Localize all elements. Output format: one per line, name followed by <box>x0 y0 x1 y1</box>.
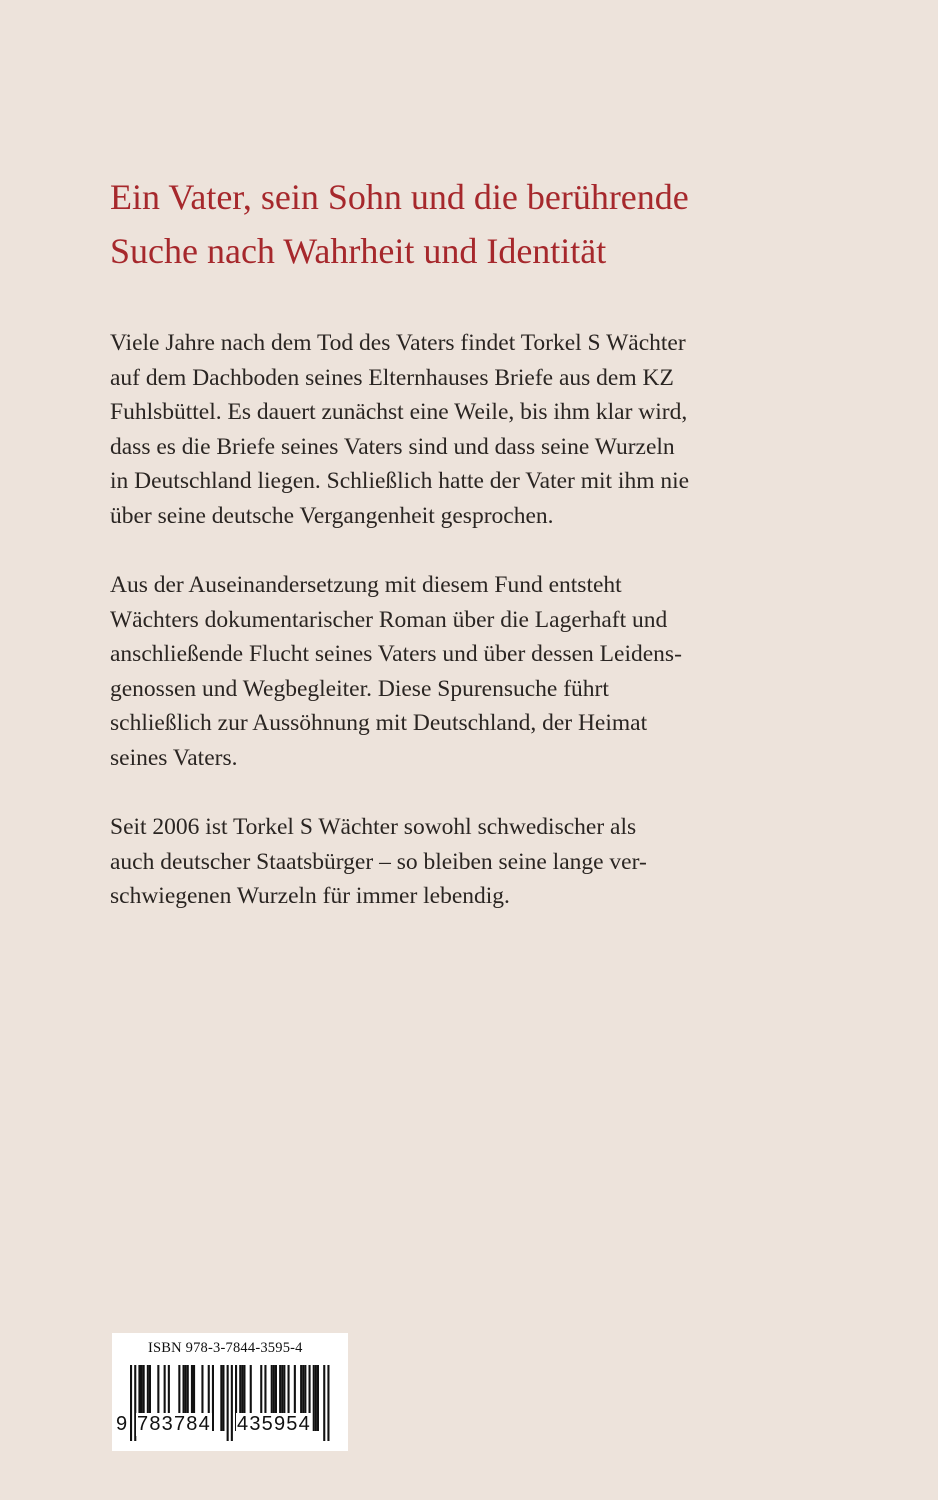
barcode-bar <box>212 1365 214 1431</box>
text-line: anschließende Flucht seines Vaters und über dessen Leidens- <box>110 641 682 667</box>
blurb-paragraph-3 <box>110 810 850 914</box>
barcode-digit-first: 9 <box>116 1413 129 1435</box>
barcode-bar <box>313 1365 315 1431</box>
text-line: Viele Jahre nach dem Tod des Vaters findet Torkel S Wächter <box>110 330 686 356</box>
text-line: über seine deutsche Vergangenheit gesprochen. <box>110 502 554 529</box>
isbn-barcode <box>112 1333 348 1451</box>
barcode-bar <box>222 1365 224 1431</box>
barcode-bar <box>227 1365 229 1441</box>
blurb-paragraph-1 <box>110 326 850 533</box>
headline-line: Ein Vater, sein Sohn und die berührende <box>110 177 689 217</box>
blurb-text <box>110 326 850 949</box>
text-line: auf dem Dachboden seines Elternhauses Briefe aus dem KZ <box>110 364 674 391</box>
text-line: Aus der Auseinandersetzung mit diesem Fund entsteht <box>110 572 622 598</box>
text-line: Seit 2006 ist Torkel S Wächter sowohl schwedischer als <box>110 814 637 840</box>
barcode-bar <box>327 1365 329 1441</box>
text-line: schwiegenen Wurzeln für immer lebendig. <box>110 883 510 909</box>
barcode-bar <box>220 1365 222 1431</box>
headline-line: Suche nach Wahrheit und Identität <box>110 231 607 271</box>
text-line: Fuhlsbüttel. Es dauert zunächst eine Weile, bis ihm klar wird, <box>110 399 688 425</box>
headline <box>110 170 870 278</box>
text-line: auch deutscher Staatsbürger – so bleiben seine lange ver- <box>110 848 647 875</box>
text-line: schließlich zur Aussöhnung mit Deutschland, der Heimat <box>110 710 648 736</box>
barcode-bar <box>130 1365 132 1441</box>
barcode-bar <box>231 1365 233 1441</box>
text-line: dass es die Briefe seines Vaters sind und dass seine Wurzeln <box>110 433 675 460</box>
isbn-label: ISBN 978-3-7844-3595-4 <box>148 1340 303 1356</box>
text-line: in Deutschland liegen. Schließlich hatte der Vater mit ihm nie <box>110 468 690 494</box>
barcode-bar <box>315 1365 317 1431</box>
barcode-digit-group-right: 435954 <box>237 1413 311 1435</box>
barcode-bar <box>323 1365 325 1441</box>
blurb-paragraph-2 <box>110 568 850 775</box>
barcode-digit-group-left: 783784 <box>137 1413 211 1435</box>
text-line: Wächters dokumentarischer Roman über die Lagerhaft und <box>110 606 668 633</box>
text-line: genossen und Wegbegleiter. Diese Spurensuche führt <box>110 675 609 702</box>
text-line: seines Vaters. <box>110 744 238 771</box>
barcode-bar <box>317 1365 319 1431</box>
